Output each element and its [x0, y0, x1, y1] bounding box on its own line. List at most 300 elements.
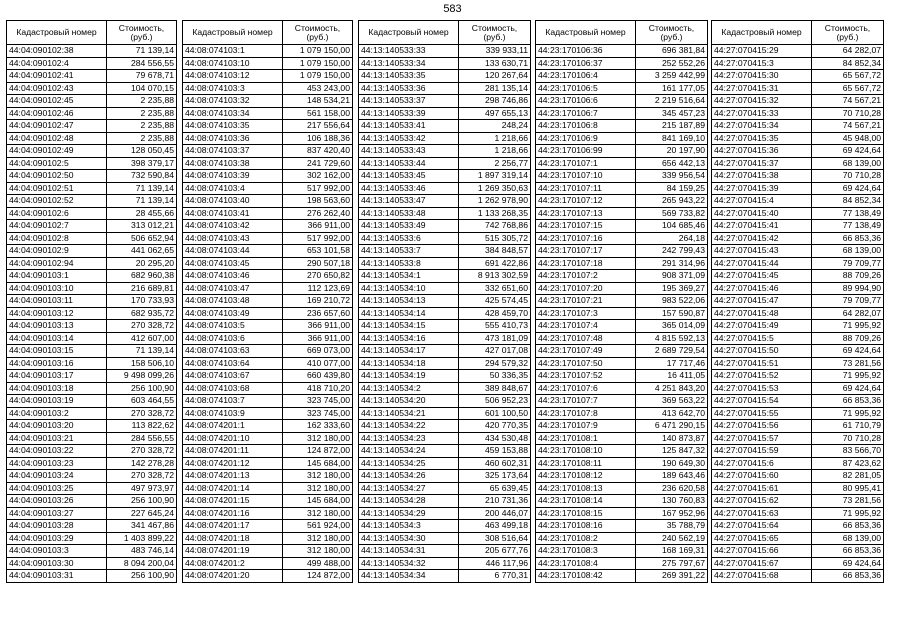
cadastral-number-cell: 44:04:090102:94	[7, 257, 107, 270]
cost-cell: 66 853,36	[812, 395, 884, 408]
cost-cell: 434 530,48	[459, 432, 531, 445]
cost-cell: 1 269 350,63	[459, 182, 531, 195]
cost-cell: 270 328,72	[107, 470, 177, 483]
cadastral-number-cell: 44:08:074201:10	[183, 432, 283, 445]
cost-cell: 1 403 899,22	[107, 532, 177, 545]
table-row	[536, 145, 708, 158]
cost-cell: 142 278,28	[107, 457, 177, 470]
cadastral-number-cell: 44:04:090103:24	[7, 470, 107, 483]
cadastral-number-cell: 44:04:090103:31	[7, 570, 107, 583]
table-row	[183, 545, 353, 558]
cost-cell: 339 956,54	[636, 170, 708, 183]
cadastral-number-cell: 44:23:170107:10	[536, 170, 636, 183]
cost-cell: 256 100,90	[107, 570, 177, 583]
cadastral-number-cell: 44:08:074103:4	[183, 182, 283, 195]
cost-cell: 499 488,00	[283, 557, 353, 570]
table-row	[359, 470, 531, 483]
cost-cell: 284 556,55	[107, 57, 177, 70]
cadastral-number-cell: 44:08:074201:15	[183, 495, 283, 508]
header-cost: Стоимость, (руб.)	[636, 21, 708, 45]
table-row	[359, 170, 531, 183]
cost-cell: 4 251 843,20	[636, 382, 708, 395]
cadastral-number-cell: 44:27:070415:40	[712, 207, 812, 220]
cost-cell: 412 607,00	[107, 332, 177, 345]
cadastral-number-cell: 44:13:140533:46	[359, 182, 459, 195]
cost-cell: 983 522,06	[636, 295, 708, 308]
table-row	[712, 295, 884, 308]
cadastral-number-cell: 44:23:170107:50	[536, 357, 636, 370]
table-row	[7, 420, 177, 433]
table-row	[7, 307, 177, 320]
cadastral-number-cell: 44:27:070415:36	[712, 145, 812, 158]
table-row	[359, 232, 531, 245]
table-row	[536, 107, 708, 120]
cadastral-number-cell: 44:08:074103:45	[183, 257, 283, 270]
cadastral-number-cell: 44:23:170106:7	[536, 107, 636, 120]
cadastral-number-cell: 44:27:070415:68	[712, 570, 812, 583]
table-row	[7, 570, 177, 583]
cadastral-number-cell: 44:04:090102:6	[7, 207, 107, 220]
cost-cell: 366 911,00	[283, 320, 353, 333]
cadastral-table-5	[711, 20, 884, 583]
cost-cell: 252 552,26	[636, 57, 708, 70]
cost-cell: 65 567,72	[812, 70, 884, 83]
table-row	[359, 382, 531, 395]
cadastral-number-cell: 44:13:140533:36	[359, 82, 459, 95]
cadastral-number-cell: 44:27:070415:37	[712, 157, 812, 170]
table-row	[7, 532, 177, 545]
cadastral-number-cell: 44:04:090103:3	[7, 545, 107, 558]
table-row	[359, 70, 531, 83]
table-row	[7, 395, 177, 408]
table-row	[359, 320, 531, 333]
table-row	[712, 145, 884, 158]
cost-cell: 276 262,40	[283, 207, 353, 220]
cost-cell: 2 235,88	[107, 120, 177, 133]
cost-cell: 298 746,86	[459, 95, 531, 108]
cadastral-number-cell: 44:04:090102:51	[7, 182, 107, 195]
cadastral-number-cell: 44:23:170107:20	[536, 282, 636, 295]
cost-cell: 169 210,72	[283, 295, 353, 308]
cost-cell: 240 562,19	[636, 532, 708, 545]
table-row	[359, 432, 531, 445]
table-row	[183, 307, 353, 320]
cadastral-number-cell: 44:08:074103:41	[183, 207, 283, 220]
cost-cell: 71 139,14	[107, 45, 177, 58]
cost-cell: 20 295,20	[107, 257, 177, 270]
table-row	[712, 182, 884, 195]
cadastral-number-cell: 44:27:070415:48	[712, 307, 812, 320]
cost-cell: 145 684,00	[283, 457, 353, 470]
cost-cell: 425 574,45	[459, 295, 531, 308]
table-row	[359, 507, 531, 520]
cost-cell: 256 100,90	[107, 495, 177, 508]
cost-cell: 80 995,41	[812, 482, 884, 495]
cost-cell: 83 566,70	[812, 445, 884, 458]
cadastral-number-cell: 44:13:140533:7	[359, 245, 459, 258]
cost-cell: 189 643,46	[636, 470, 708, 483]
table-row	[7, 320, 177, 333]
cadastral-number-cell: 44:23:170107:52	[536, 370, 636, 383]
cadastral-number-cell: 44:23:170107:1	[536, 157, 636, 170]
cadastral-number-cell: 44:23:170107:13	[536, 207, 636, 220]
cadastral-number-cell: 44:13:140534:21	[359, 407, 459, 420]
cost-cell: 418 710,20	[283, 382, 353, 395]
cadastral-number-cell: 44:27:070415:45	[712, 270, 812, 283]
cost-cell: 2 235,88	[107, 95, 177, 108]
cadastral-number-cell: 44:08:074103:39	[183, 170, 283, 183]
table-row	[712, 520, 884, 533]
table-row	[536, 57, 708, 70]
cadastral-number-cell: 44:23:170108:3	[536, 545, 636, 558]
cost-cell: 1 218,66	[459, 132, 531, 145]
table-row	[7, 195, 177, 208]
cadastral-number-cell: 44:13:140533:35	[359, 70, 459, 83]
cost-cell: 6 770,31	[459, 570, 531, 583]
table-row	[183, 295, 353, 308]
cost-cell: 162 333,60	[283, 420, 353, 433]
table-row	[712, 207, 884, 220]
table-row	[7, 382, 177, 395]
cadastral-number-cell: 44:23:170107:12	[536, 195, 636, 208]
cadastral-number-cell: 44:04:090102:9	[7, 245, 107, 258]
table-row	[712, 545, 884, 558]
table-row	[7, 220, 177, 233]
table-row	[536, 545, 708, 558]
cadastral-number-cell: 44:23:170108:2	[536, 532, 636, 545]
table-row	[536, 282, 708, 295]
table-row	[359, 407, 531, 420]
table-row	[183, 257, 353, 270]
table-row	[712, 195, 884, 208]
cost-cell: 61 710,79	[812, 420, 884, 433]
cost-cell: 312 180,00	[283, 507, 353, 520]
cadastral-number-cell: 44:23:170108:16	[536, 520, 636, 533]
table-row	[359, 307, 531, 320]
cost-cell: 669 073,00	[283, 345, 353, 358]
cadastral-number-cell: 44:23:170108:15	[536, 507, 636, 520]
table-row	[536, 457, 708, 470]
cost-cell: 70 710,28	[812, 107, 884, 120]
cadastral-number-cell: 44:23:170106:37	[536, 57, 636, 70]
cost-cell: 515 305,72	[459, 232, 531, 245]
table-row	[7, 357, 177, 370]
cost-cell: 70 710,28	[812, 170, 884, 183]
cadastral-number-cell: 44:23:170107:4	[536, 320, 636, 333]
table-row	[359, 532, 531, 545]
cadastral-number-cell: 44:04:090103:19	[7, 395, 107, 408]
cadastral-number-cell: 44:27:070415:64	[712, 520, 812, 533]
cadastral-number-cell: 44:23:170108:11	[536, 457, 636, 470]
cost-cell: 70 710,28	[812, 432, 884, 445]
cost-cell: 291 314,96	[636, 257, 708, 270]
cost-cell: 124 872,00	[283, 445, 353, 458]
cost-cell: 73 281,56	[812, 357, 884, 370]
cost-cell: 453 243,00	[283, 82, 353, 95]
table-row	[183, 407, 353, 420]
cadastral-number-cell: 44:13:140533:47	[359, 195, 459, 208]
table-row	[359, 82, 531, 95]
cost-cell: 89 994,90	[812, 282, 884, 295]
cost-cell: 427 017,08	[459, 345, 531, 358]
table-row	[183, 145, 353, 158]
cadastral-number-cell: 44:13:140533:49	[359, 220, 459, 233]
cost-cell: 561 924,00	[283, 520, 353, 533]
cost-cell: 161 177,05	[636, 82, 708, 95]
table-row	[712, 432, 884, 445]
table-row	[536, 257, 708, 270]
cadastral-number-cell: 44:08:074103:46	[183, 270, 283, 283]
cadastral-number-cell: 44:04:090103:25	[7, 482, 107, 495]
cadastral-number-cell: 44:04:090103:12	[7, 307, 107, 320]
table-row	[359, 257, 531, 270]
cadastral-number-cell: 44:04:090103:16	[7, 357, 107, 370]
cost-cell: 2 235,88	[107, 107, 177, 120]
cadastral-number-cell: 44:27:070415:47	[712, 295, 812, 308]
cadastral-number-cell: 44:13:140533:8	[359, 257, 459, 270]
cadastral-number-cell: 44:08:074201:2	[183, 557, 283, 570]
table-row	[536, 370, 708, 383]
table-row	[712, 132, 884, 145]
cadastral-number-cell: 44:08:074201:17	[183, 520, 283, 533]
cadastral-number-cell: 44:08:074103:5	[183, 320, 283, 333]
table-row	[7, 107, 177, 120]
table-row	[712, 270, 884, 283]
header-cost: Стоимость, (руб.)	[107, 21, 177, 45]
table-row	[7, 170, 177, 183]
cost-cell: 190 649,30	[636, 457, 708, 470]
cropped-footer-text	[8, 628, 898, 640]
header-cost: Стоимость, (руб.)	[283, 21, 353, 45]
cost-cell: 908 371,09	[636, 270, 708, 283]
table-row	[536, 95, 708, 108]
cadastral-number-cell: 44:23:170106:36	[536, 45, 636, 58]
cost-cell: 463 499,18	[459, 520, 531, 533]
cadastral-number-cell: 44:13:140534:29	[359, 507, 459, 520]
cost-cell: 68 139,00	[812, 532, 884, 545]
table-row	[359, 570, 531, 583]
cadastral-number-cell: 44:13:140534:19	[359, 370, 459, 383]
cost-cell: 497 973,97	[107, 482, 177, 495]
cost-cell: 17 717,46	[636, 357, 708, 370]
cadastral-number-cell: 44:13:140534:28	[359, 495, 459, 508]
table-row	[536, 307, 708, 320]
table-row	[712, 407, 884, 420]
cost-cell: 497 655,13	[459, 107, 531, 120]
table-row	[183, 232, 353, 245]
table-row	[7, 132, 177, 145]
cadastral-number-cell: 44:23:170106:8	[536, 120, 636, 133]
table-row	[183, 170, 353, 183]
cadastral-number-cell: 44:23:170107:8	[536, 407, 636, 420]
table-row	[536, 120, 708, 133]
cost-cell: 413 642,70	[636, 407, 708, 420]
cadastral-number-cell: 44:27:070415:60	[712, 470, 812, 483]
cadastral-number-cell: 44:13:140534:30	[359, 532, 459, 545]
cadastral-number-cell: 44:04:090102:8	[7, 232, 107, 245]
table-row	[7, 470, 177, 483]
cost-cell: 312 180,00	[283, 532, 353, 545]
cost-cell: 227 645,24	[107, 507, 177, 520]
table-row	[536, 445, 708, 458]
table-row	[7, 520, 177, 533]
table-row	[183, 520, 353, 533]
cost-cell: 270 328,72	[107, 445, 177, 458]
cost-cell: 837 420,40	[283, 145, 353, 158]
table-row	[183, 495, 353, 508]
cost-cell: 384 848,57	[459, 245, 531, 258]
cadastral-number-cell: 44:27:070415:5	[712, 332, 812, 345]
cadastral-number-cell: 44:08:074103:32	[183, 95, 283, 108]
cost-cell: 1 262 978,90	[459, 195, 531, 208]
cost-cell: 275 797,67	[636, 557, 708, 570]
cadastral-number-cell: 44:04:090102:41	[7, 70, 107, 83]
cadastral-number-cell: 44:27:070415:42	[712, 232, 812, 245]
cadastral-number-cell: 44:23:170107:7	[536, 395, 636, 408]
cadastral-number-cell: 44:08:074103:64	[183, 357, 283, 370]
cadastral-number-cell: 44:13:140533:6	[359, 232, 459, 245]
cost-cell: 125 847,32	[636, 445, 708, 458]
cost-cell: 217 556,64	[283, 120, 353, 133]
cadastral-number-cell: 44:23:170108:10	[536, 445, 636, 458]
table-row	[712, 457, 884, 470]
cost-cell: 69 424,64	[812, 145, 884, 158]
table-row	[536, 570, 708, 583]
cost-cell: 517 992,00	[283, 232, 353, 245]
cost-cell: 82 281,05	[812, 470, 884, 483]
cost-cell: 841 169,10	[636, 132, 708, 145]
table-row	[7, 295, 177, 308]
cost-cell: 483 746,14	[107, 545, 177, 558]
cost-cell: 2 235,88	[107, 132, 177, 145]
cadastral-number-cell: 44:08:074201:18	[183, 532, 283, 545]
cost-cell: 410 077,00	[283, 357, 353, 370]
cadastral-number-cell: 44:08:074201:13	[183, 470, 283, 483]
table-row	[183, 182, 353, 195]
cadastral-number-cell: 44:13:140533:45	[359, 170, 459, 183]
cadastral-number-cell: 44:23:170107:15	[536, 220, 636, 233]
cost-cell: 205 677,76	[459, 545, 531, 558]
cadastral-number-cell: 44:27:070415:29	[712, 45, 812, 58]
table-row	[7, 545, 177, 558]
cost-cell: 35 788,79	[636, 520, 708, 533]
table-row	[7, 57, 177, 70]
table-row	[359, 107, 531, 120]
cost-cell: 517 992,00	[283, 182, 353, 195]
cost-cell: 682 935,72	[107, 307, 177, 320]
cost-cell: 167 952,96	[636, 507, 708, 520]
cadastral-number-cell: 44:23:170107:2	[536, 270, 636, 283]
cost-cell: 66 853,36	[812, 570, 884, 583]
table-row	[7, 45, 177, 58]
table-row	[712, 232, 884, 245]
table-row	[183, 107, 353, 120]
cadastral-number-cell: 44:23:170108:14	[536, 495, 636, 508]
cost-cell: 88 709,26	[812, 332, 884, 345]
cadastral-number-cell: 44:13:140533:43	[359, 145, 459, 158]
cost-cell: 77 138,49	[812, 220, 884, 233]
cost-cell: 79 678,71	[107, 70, 177, 83]
cadastral-number-cell: 44:23:170107:11	[536, 182, 636, 195]
table-row	[359, 482, 531, 495]
table-row	[183, 207, 353, 220]
table-row	[712, 420, 884, 433]
cadastral-number-cell: 44:08:074103:48	[183, 295, 283, 308]
cadastral-number-cell: 44:04:090103:21	[7, 432, 107, 445]
cadastral-number-cell: 44:04:090102:46	[7, 107, 107, 120]
cadastral-number-cell: 44:08:074103:12	[183, 70, 283, 83]
cadastral-number-cell: 44:08:074103:10	[183, 57, 283, 70]
cadastral-number-cell: 44:13:140534:2	[359, 382, 459, 395]
table-row	[712, 170, 884, 183]
cost-cell: 1 133 268,35	[459, 207, 531, 220]
cost-cell: 660 439,80	[283, 370, 353, 383]
cost-cell: 157 590,87	[636, 307, 708, 320]
cost-cell: 420 770,35	[459, 420, 531, 433]
table-row	[359, 120, 531, 133]
cadastral-number-cell: 44:23:170106:5	[536, 82, 636, 95]
cost-cell: 106 188,36	[283, 132, 353, 145]
table-row	[359, 207, 531, 220]
cost-cell: 441 062,65	[107, 245, 177, 258]
cost-cell: 603 464,55	[107, 395, 177, 408]
table-row	[183, 70, 353, 83]
table-row	[7, 257, 177, 270]
table-row	[712, 320, 884, 333]
table-row	[183, 457, 353, 470]
cadastral-number-cell: 44:27:070415:30	[712, 70, 812, 83]
cadastral-number-cell: 44:13:140534:31	[359, 545, 459, 558]
table-row	[712, 70, 884, 83]
cadastral-number-cell: 44:04:090103:15	[7, 345, 107, 358]
cadastral-number-cell: 44:27:070415:66	[712, 545, 812, 558]
cadastral-number-cell: 44:13:140534:16	[359, 332, 459, 345]
cadastral-number-cell: 44:04:090102:50	[7, 170, 107, 183]
cost-cell: 473 181,09	[459, 332, 531, 345]
cadastral-number-cell: 44:04:090103:18	[7, 382, 107, 395]
table-row	[183, 270, 353, 283]
cost-cell: 308 516,64	[459, 532, 531, 545]
cadastral-number-cell: 44:23:170108:12	[536, 470, 636, 483]
cadastral-table-2	[182, 20, 353, 583]
table-row	[7, 157, 177, 170]
cost-cell: 195 369,27	[636, 282, 708, 295]
cadastral-number-cell: 44:13:140533:48	[359, 207, 459, 220]
cost-cell: 73 281,56	[812, 495, 884, 508]
table-row	[7, 182, 177, 195]
cost-cell: 77 138,49	[812, 207, 884, 220]
cadastral-number-cell: 44:04:090102:43	[7, 82, 107, 95]
cost-cell: 198 563,60	[283, 195, 353, 208]
cost-cell: 2 689 729,54	[636, 345, 708, 358]
header-cost: Стоимость, (руб.)	[812, 21, 884, 45]
cadastral-number-cell: 44:08:074103:43	[183, 232, 283, 245]
cost-cell: 732 590,84	[107, 170, 177, 183]
cadastral-number-cell: 44:13:140534:24	[359, 445, 459, 458]
cost-cell: 168 169,31	[636, 545, 708, 558]
cost-cell: 313 012,21	[107, 220, 177, 233]
table-row	[359, 220, 531, 233]
cadastral-number-cell: 44:23:170106:99	[536, 145, 636, 158]
cost-cell: 65 567,72	[812, 82, 884, 95]
cadastral-number-cell: 44:08:074103:36	[183, 132, 283, 145]
table-row	[7, 82, 177, 95]
cadastral-number-cell: 44:27:070415:46	[712, 282, 812, 295]
cost-cell: 742 768,86	[459, 220, 531, 233]
cadastral-number-cell: 44:04:090103:28	[7, 520, 107, 533]
table-row	[536, 220, 708, 233]
cost-cell: 112 123,69	[283, 282, 353, 295]
